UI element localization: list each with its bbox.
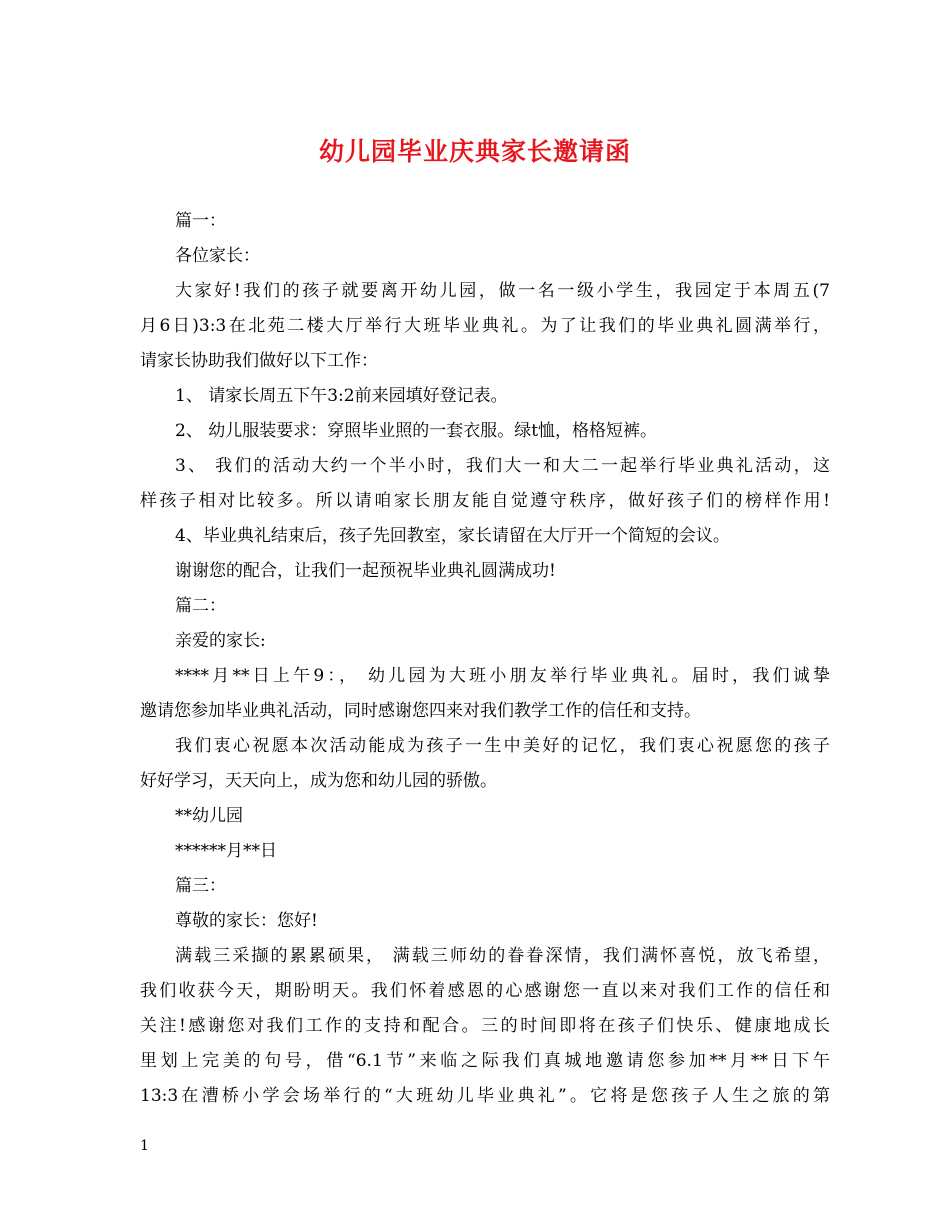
document-title: 幼儿园毕业庆典家长邀请函 bbox=[318, 137, 631, 166]
paragraph-line: 月6日)3:3在北苑二楼大厅举行大班毕业典礼。为了让我们的毕业典礼圆满举行， bbox=[140, 316, 830, 336]
greeting-1: 各位家长： bbox=[175, 246, 260, 266]
page-number: 1 bbox=[140, 1138, 149, 1154]
greeting-3: 尊敬的家长：您好! bbox=[175, 911, 318, 931]
paragraph-line: 满载三采撷的累累硕果， 满载三师幼的眷眷深情，我们满怀喜悦，放飞希望， bbox=[175, 946, 830, 966]
paragraph-line: 里划上完美的句号，借“6.1节”来临之际我们真城地邀请您参加**月**日下午 bbox=[140, 1051, 830, 1071]
paragraph-line: 邀请您参加毕业典礼活动，同时感谢您四来对我们教学工作的信任和支持。 bbox=[140, 701, 701, 721]
list-item-3: 3、 我们的活动大约一个半小时，我们大一和大二一起举行毕业典礼活动，这 bbox=[175, 456, 830, 476]
closing-line-1: 谢谢您的配合，让我们一起预祝毕业典礼圆满成功! bbox=[175, 561, 556, 581]
list-item-2: 2、 幼儿服装要求：穿照毕业照的一套衣服。绿t恤，格格短裤。 bbox=[175, 421, 658, 441]
paragraph-line: 大家好!我们的孩子就要离开幼儿园，做一名一级小学生，我园定于本周五(7 bbox=[175, 281, 830, 301]
paragraph-line: 关注!感谢您对我们工作的支持和配合。三的时间即将在孩子们快乐、健康地成长 bbox=[140, 1016, 830, 1036]
list-item-4: 4、毕业典礼结束后，孩子先回教室，家长请留在大厅开一个简短的会议。 bbox=[175, 526, 730, 546]
signature-name: **幼儿园 bbox=[175, 806, 243, 826]
paragraph-line: 好好学习，天天向上，成为您和幼儿园的骄傲。 bbox=[140, 771, 497, 791]
paragraph-line: 样孩子相对比较多。所以请咱家长朋友能自觉遵守秩序，做好孩子们的榜样作用! bbox=[140, 491, 830, 511]
paragraph-line: 请家长协助我们做好以下工作： bbox=[140, 351, 378, 371]
section-heading-1: 篇一： bbox=[175, 211, 226, 231]
section-heading-3: 篇三： bbox=[175, 876, 226, 896]
greeting-2: 亲爱的家长: bbox=[175, 631, 266, 651]
paragraph-line: 我们收获今天，期盼明天。我们怀着感恩的心感谢您一直以来对我们工作的信任和 bbox=[140, 981, 830, 1001]
paragraph-line: 我们衷心祝愿本次活动能成为孩子一生中美好的记忆，我们衷心祝愿您的孩子 bbox=[175, 736, 830, 756]
signature-date: ******月**日 bbox=[175, 841, 277, 861]
paragraph-line: ****月**日上午9：， 幼儿园为大班小朋友举行毕业典礼。届时，我们诚挚 bbox=[175, 666, 830, 686]
section-heading-2: 篇二： bbox=[175, 596, 226, 616]
paragraph-line: 13:3在漕桥小学会场举行的“大班幼儿毕业典礼”。它将是您孩子人生之旅的第 bbox=[140, 1086, 830, 1106]
list-item-1: 1、 请家长周五下午3:2前来园填好登记表。 bbox=[175, 386, 508, 406]
